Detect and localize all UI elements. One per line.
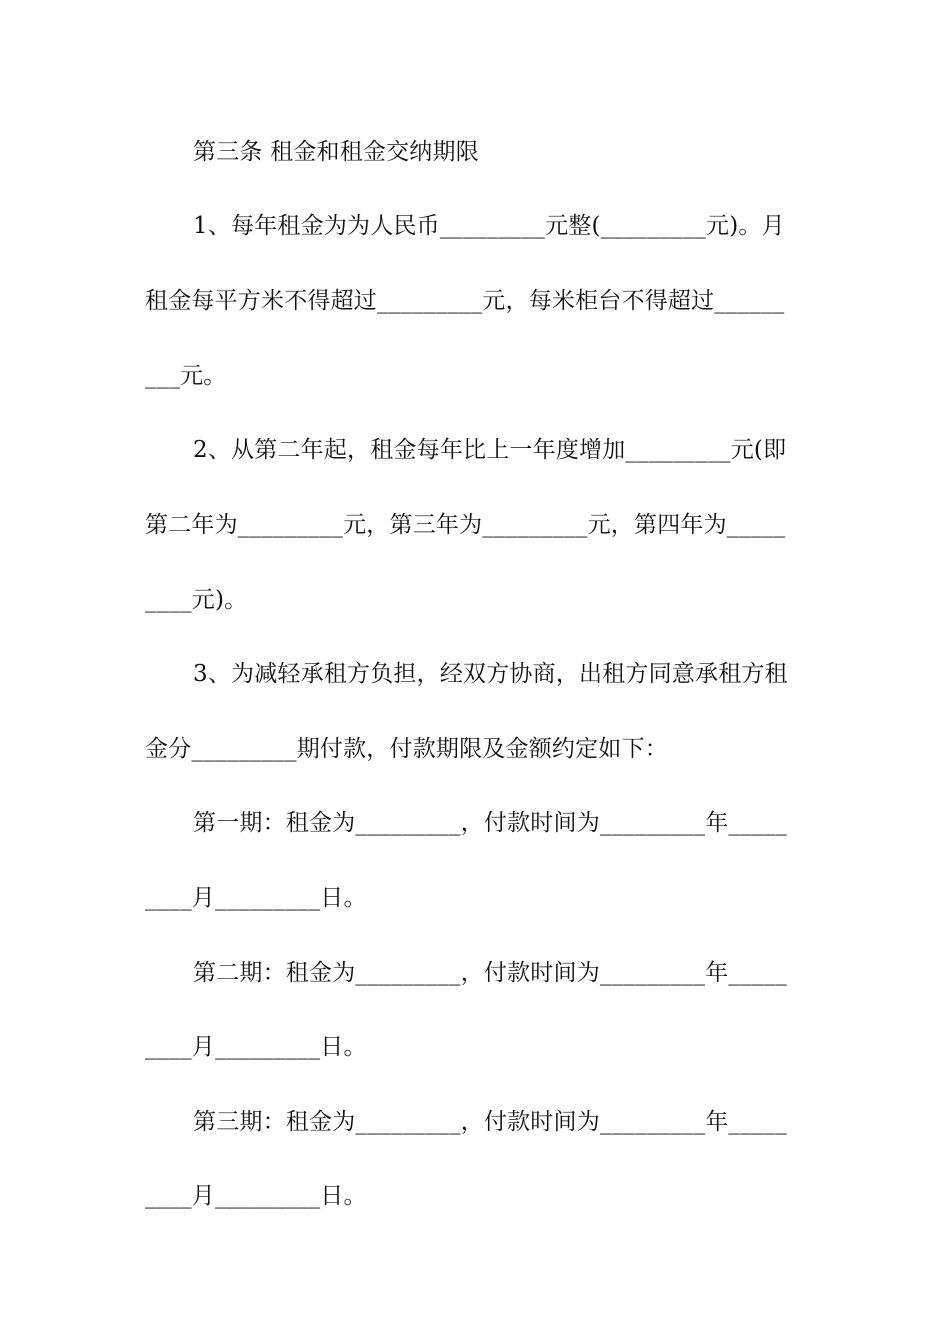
clause-3-line-1: 3、为减轻承租方负担，经双方协商，出租方同意承租方租 xyxy=(193,661,788,687)
installment-2-line-2: ____月_________日。 xyxy=(145,1034,367,1060)
clause-2-line-1: 2、从第二年起，租金每年比上一年度增加_________元(即 xyxy=(193,437,787,463)
section-heading: 第三条 租金和租金交纳期限 xyxy=(193,139,479,165)
installment-2-line-1: 第二期：租金为_________，付款时间为_________年_____ xyxy=(193,960,787,986)
clause-1-line-3: ___元。 xyxy=(145,363,227,389)
clause-1-line-1: 1、每年租金为为人民币_________元整(_________元)。月 xyxy=(193,213,785,239)
installment-1-line-1: 第一期：租金为_________，付款时间为_________年_____ xyxy=(193,810,787,836)
clause-3-line-2: 金分_________期付款，付款期限及金额约定如下： xyxy=(145,736,668,762)
installment-3-line-2: ____月_________日。 xyxy=(145,1183,367,1209)
installment-3-line-1: 第三期：租金为_________，付款时间为_________年_____ xyxy=(193,1109,787,1135)
clause-2-line-2: 第二年为_________元，第三年为_________元，第四年为_____ xyxy=(145,512,786,538)
installment-1-line-2: ____月_________日。 xyxy=(145,885,367,911)
clause-2-line-3: ____元)。 xyxy=(145,587,248,613)
clause-1-line-2: 租金每平方米不得超过_________元，每米柜台不得超过______ xyxy=(145,288,785,314)
